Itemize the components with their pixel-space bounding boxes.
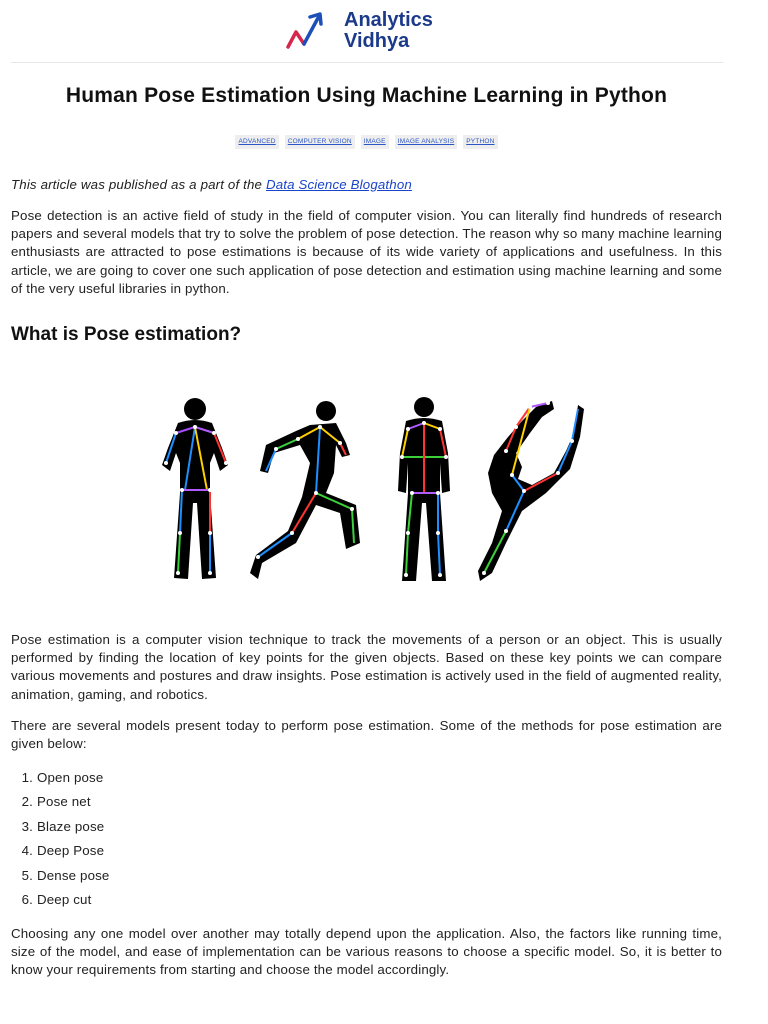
list-item: 3. Blaze pose: [21, 818, 105, 834]
method-name: Dense pose: [37, 867, 110, 883]
logo-mark-icon: [286, 10, 338, 54]
intro-prefix: This article was published as a part of the: [11, 177, 266, 192]
list-item: 2. Pose net: [21, 794, 91, 810]
blogathon-link[interactable]: Data Science Blogathon: [265, 177, 412, 192]
method-name: Open pose: [37, 770, 104, 785]
brand-line-2: Vidhya: [344, 30, 410, 52]
methods-list: [21, 769, 337, 915]
pose-estimation-figure: [150, 393, 586, 589]
models-intro-paragraph: There are several models present today to perform pose estimation. Some of the methods for pose estimation are given below:: [11, 718, 722, 752]
list-item: 4. Deep Pose: [21, 843, 105, 859]
tag-image-analysis[interactable]: IMAGE ANALYSIS: [395, 135, 458, 149]
site-header: [0, 0, 768, 62]
header-divider: [11, 62, 723, 63]
brand-line-1: Analytics: [344, 9, 433, 31]
pose-figure-2: [250, 401, 360, 579]
method-name: Deep Pose: [37, 843, 105, 859]
pose-figure-3: [398, 397, 450, 581]
tag-list: [0, 135, 733, 149]
pose-figure-4: [478, 401, 584, 581]
intro-paragraph: Pose detection is an active field of study in the field of computer vision. You can literally find hundreds of research papers and several models that try to solve the problem of pose detection. The reason why so many machine learning enthusiasts are attracted to pose estimations is because of its wide variety of applications and usefulness. In this article, we are going to cover one such application of pose detection and estimation using machine learning and some of the very useful libraries in python.: [11, 208, 722, 296]
analytics-vidhya-logo[interactable]: [286, 10, 456, 54]
conclusion-paragraph: Choosing any one model over another may totally depend upon the application. Also, the factors like running time, size of the model, and ease of implementation can be various reasons to choose a specific model. So, it is better to know your requirements from starting and choose the model accordingly.: [11, 926, 722, 978]
pose-figure-1: [162, 398, 228, 579]
article-title: Human Pose Estimation Using Machine Learning in Python: [65, 84, 668, 107]
list-item: 6. Deep cut: [21, 891, 92, 907]
tag-image[interactable]: IMAGE: [361, 135, 389, 149]
blogathon-note: [11, 176, 722, 194]
method-name: Pose net: [37, 794, 91, 810]
pose-estimation-paragraph: Pose estimation is a computer vision technique to track the movements of a person or an object. This is usually performed by finding the location of key points for the given objects. Based on these key points we can compare various movements and postures and draw insights. Pose estimation is actively used in the field of augmented reality, animation, gaming, and robotics.: [11, 632, 722, 702]
tag-advanced[interactable]: ADVANCED: [235, 135, 278, 149]
method-name: Deep cut: [37, 891, 92, 907]
list-item: 5. Dense pose: [21, 867, 110, 883]
section-heading: What is Pose estimation?: [11, 324, 242, 345]
method-name: Blaze pose: [37, 818, 105, 834]
brand-name: [344, 10, 433, 52]
tag-python[interactable]: PYTHON: [463, 135, 497, 149]
tag-computer-vision[interactable]: COMPUTER VISION: [285, 135, 355, 149]
list-item: 1. Open pose: [21, 770, 104, 785]
